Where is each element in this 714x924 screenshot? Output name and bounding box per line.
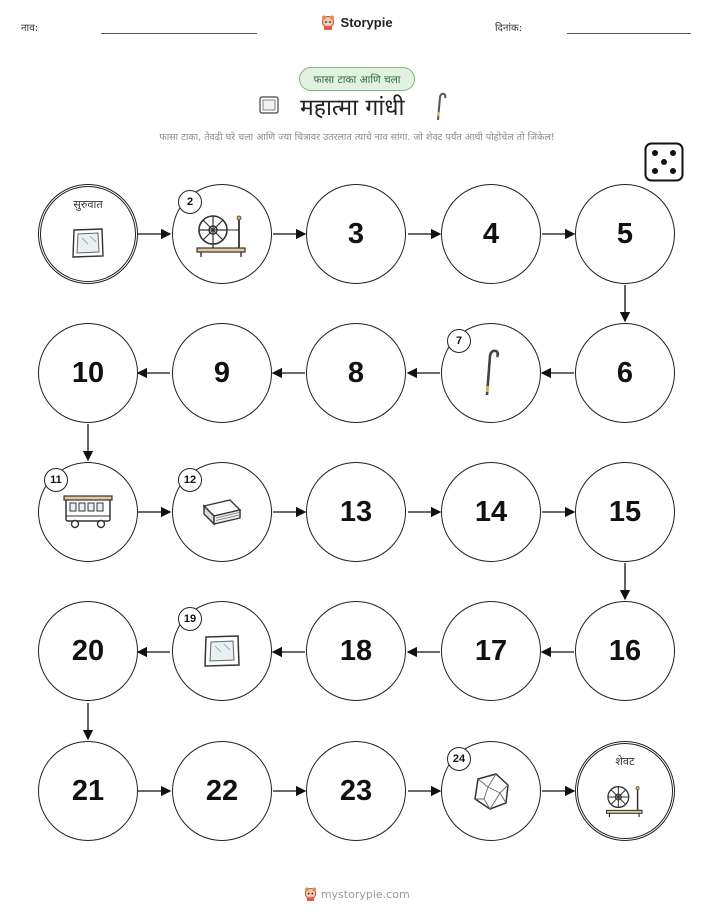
cell-number: 21 — [71, 774, 105, 807]
board-cell-13 — [306, 462, 406, 562]
cell-number: 17 — [474, 634, 508, 667]
cell-badge: 2 — [178, 190, 202, 214]
cell-number: 5 — [616, 217, 634, 250]
cell-number: 16 — [608, 634, 642, 667]
cell-number: 13 — [339, 495, 373, 528]
cell-badge: 24 — [447, 747, 471, 771]
storypie-logo — [304, 887, 317, 902]
board-cell-17 — [441, 601, 541, 701]
cell-number: 6 — [616, 356, 634, 389]
end-label: शेवट — [615, 755, 635, 768]
cell-number: 9 — [213, 356, 231, 389]
cell-number: 8 — [347, 356, 365, 389]
cell-badge: 11 — [44, 468, 68, 492]
activity-tag: फासा टाका आणि चला — [299, 67, 415, 91]
board-cell-8 — [306, 323, 406, 423]
charkha-icon — [605, 782, 645, 818]
footer-url[interactable]: mystorypie.com — [320, 888, 410, 901]
book-icon — [200, 496, 244, 528]
board-cell-18 — [306, 601, 406, 701]
board-cell-14 — [441, 462, 541, 562]
name-label: नाव: — [21, 23, 39, 34]
cell-badge: 12 — [178, 468, 202, 492]
cell-number: 4 — [482, 217, 500, 250]
cell-number: 22 — [205, 774, 239, 807]
footer — [0, 887, 714, 902]
handkerchief-icon — [202, 633, 242, 669]
board-cell-16 — [575, 601, 675, 701]
board-cell-23 — [306, 741, 406, 841]
cell-number: 23 — [339, 774, 373, 807]
board-cell-10 — [38, 323, 138, 423]
board-cell-end — [575, 741, 675, 841]
board-cell-6 — [575, 323, 675, 423]
board-cell-4 — [441, 184, 541, 284]
cell-number: 15 — [608, 495, 642, 528]
salt-rock-icon — [470, 771, 512, 811]
cell-number: 10 — [71, 356, 105, 389]
brand-name: Storypie — [340, 15, 393, 30]
board-cell-20 — [38, 601, 138, 701]
cell-number: 18 — [339, 634, 373, 667]
board-cell-15 — [575, 462, 675, 562]
start-label: सुरुवात — [73, 198, 103, 211]
board-cell-21 — [38, 741, 138, 841]
board-cell-start — [38, 184, 138, 284]
charkha-icon — [195, 210, 249, 258]
cell-number: 20 — [71, 634, 105, 667]
cell-badge: 19 — [178, 607, 202, 631]
page-title: महात्मा गांधी — [300, 95, 405, 121]
tram-icon — [63, 494, 113, 530]
board-cell-22 — [172, 741, 272, 841]
cell-badge: 7 — [447, 329, 471, 353]
board-cell-5 — [575, 184, 675, 284]
board-cell-3 — [306, 184, 406, 284]
board-cell-9 — [172, 323, 272, 423]
instructions: फासा टाका, तेवढी घरे चला आणि ज्या चित्रावर उतरलात त्याचे नाव सांगा. जो शेवट पर्यंत आधी पोहोचेल तो जिंकेल! — [159, 132, 555, 143]
date-label: दिनांक: — [495, 23, 523, 34]
handkerchief-icon — [70, 226, 106, 260]
cell-number: 3 — [347, 217, 365, 250]
walking-stick-icon — [481, 348, 501, 398]
cell-number: 14 — [474, 495, 508, 528]
